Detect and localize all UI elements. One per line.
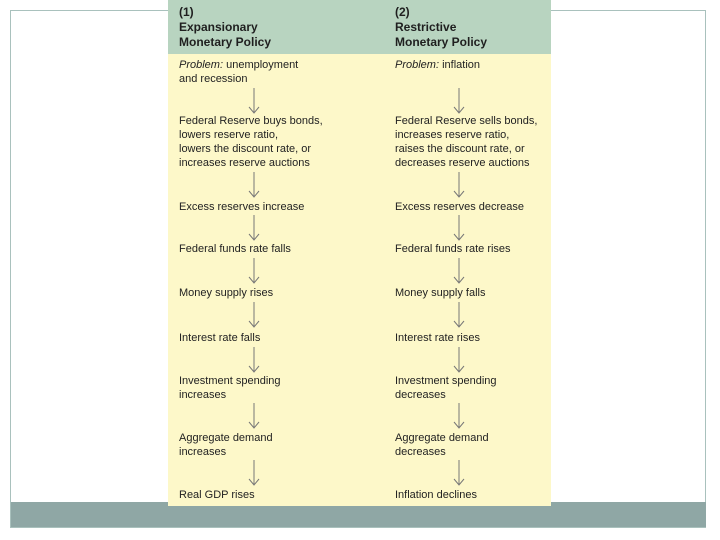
problem-label: Problem:	[179, 59, 224, 71]
flow-step: Aggregate demand decreases	[395, 432, 489, 458]
column-number: (1)	[179, 5, 194, 19]
flow-step: Money supply rises	[179, 287, 274, 299]
problem-text: inflation	[439, 59, 481, 71]
flow-step: Federal Reserve buys bonds, lowers reserve ratio, lowers the discount rate, or increases reserve auctions	[179, 115, 323, 169]
flow-step: Aggregate demand increases	[179, 432, 273, 458]
flow-step: Interest rate rises	[395, 332, 480, 344]
problem-statement	[179, 58, 298, 86]
column-title: Expansionary Monetary Policy	[179, 20, 272, 49]
column-number: (2)	[395, 5, 410, 19]
flow-step: Federal Reserve sells bonds, increases reserve ratio, raises the discount rate, or decreases reserve auctions	[395, 115, 538, 169]
flow-step: Investment spending increases	[179, 375, 281, 401]
problem-label: Problem:	[395, 59, 440, 71]
column-title: Restrictive Monetary Policy	[395, 20, 488, 49]
flow-step: Federal funds rate falls	[179, 243, 291, 255]
flow-step: Excess reserves increase	[179, 201, 305, 213]
flow-step: Investment spending decreases	[395, 375, 497, 401]
flow-step: Money supply falls	[395, 287, 486, 299]
problem-text: unemployment and recession	[179, 59, 299, 85]
flow-step: Federal funds rate rises	[395, 243, 511, 255]
problem-statement	[395, 58, 480, 72]
monetary-policy-table	[168, 0, 551, 506]
flow-step: Inflation declines	[395, 489, 477, 501]
flow-step: Interest rate falls	[179, 332, 261, 344]
flow-step: Real GDP rises	[179, 489, 255, 501]
flow-step: Excess reserves decrease	[395, 201, 524, 213]
